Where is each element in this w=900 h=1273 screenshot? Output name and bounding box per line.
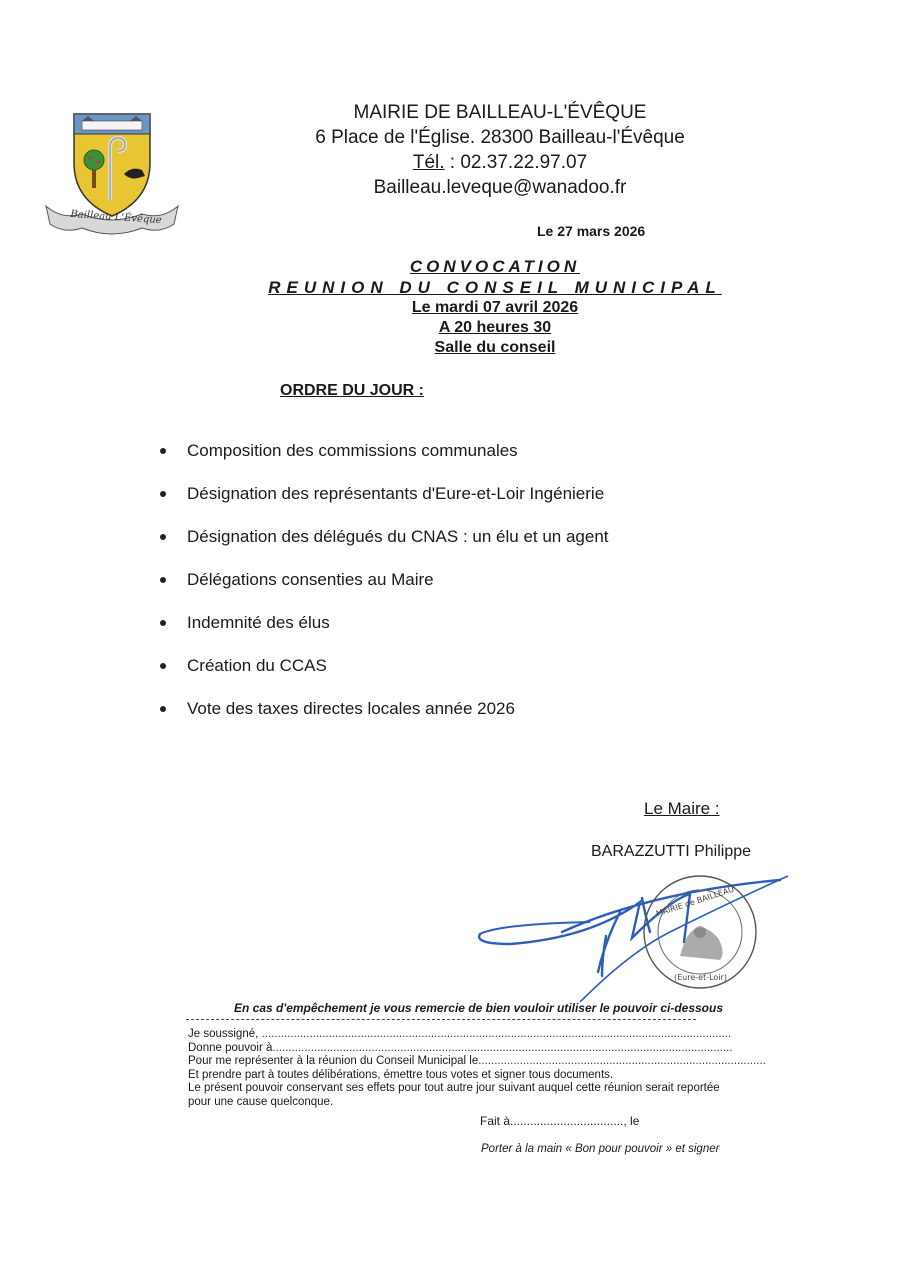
agenda-item: Création du CCAS [155, 652, 775, 695]
fill-in-line[interactable]: ................................................................................................................................................ [272, 1041, 733, 1054]
agenda-list [155, 437, 775, 738]
fill-in-line[interactable]: ................................................................................................................................................... [261, 1028, 732, 1040]
mairie-header [250, 100, 750, 200]
handwritten-signature [479, 880, 780, 976]
letter-date: Le 27 mars 2026 [537, 223, 646, 239]
bullet-icon [160, 577, 166, 583]
mairie-name: MAIRIE DE BAILLEAU-L'ÉVÊQUE [353, 102, 647, 123]
reunion-title: REUNION DU CONSEIL MUNICIPAL [268, 278, 722, 297]
form-row: Le présent pouvoir conservant ses effets pour tout autre jour suivant auquel cette réunion serait reportée [188, 1082, 720, 1094]
porter-instruction: Porter à la main « Bon pour pouvoir » et signer [481, 1143, 720, 1155]
signatory-role: Le Maire : [644, 799, 720, 818]
bullet-icon [160, 534, 166, 540]
phone-value: : 02.37.22.97.07 [444, 152, 588, 173]
svg-text:MAIRIE de BAILLEAU: MAIRIE de BAILLEAU [654, 884, 736, 919]
agenda-item: Désignation des représentants d'Eure-et-Loir Ingénierie [155, 480, 775, 523]
agenda-item: Délégations consenties au Maire [155, 566, 775, 609]
bullet-icon [160, 663, 166, 669]
signatory-name: BARAZZUTTI Philippe [591, 843, 752, 860]
form-row: Je soussigné, ................................................................................................................................................... [188, 1028, 732, 1040]
dashed-separator [186, 1019, 696, 1020]
agenda-item: Composition des commissions communales [155, 437, 775, 480]
bullet-icon [160, 448, 166, 454]
mairie-phone [250, 150, 750, 175]
bullet-icon [160, 706, 166, 712]
mairie-address: 6 Place de l'Église. 28300 Bailleau-l'Évêque [315, 127, 685, 148]
proxy-form [188, 1028, 768, 1109]
bullet-icon [160, 620, 166, 626]
form-row: pour une cause quelconque. [188, 1095, 334, 1108]
municipal-crest [42, 108, 182, 243]
title-block [220, 256, 770, 358]
agenda-item: Vote des taxes directes locales année 2026 [155, 695, 775, 738]
signature-and-stamp [470, 872, 790, 1002]
ordre-du-jour-heading: ORDRE DU JOUR : [280, 382, 425, 399]
form-row: Donne pouvoir à................................................................................................................................................ [188, 1041, 733, 1054]
crest-banner-text: Bailleau L'Évêque [70, 208, 162, 227]
agenda-item: Indemnité des élus [155, 609, 775, 652]
bullet-icon [160, 491, 166, 497]
convocation-title: CONVOCATION [409, 257, 581, 276]
agenda-item: Désignation des délégués du CNAS : un élu et un agent [155, 523, 775, 566]
form-row: Et prendre part à toutes délibérations, émettre tous votes et signer tous documents. [188, 1068, 614, 1081]
mairie-stamp [644, 876, 756, 988]
meeting-time: A 20 heures 30 [438, 319, 552, 336]
svg-text:(Eure-et-Loir): (Eure-et-Loir) [674, 973, 727, 982]
meeting-place: Salle du conseil [434, 339, 556, 356]
fait-a-line[interactable]: Fait à.................................., le [480, 1114, 640, 1128]
mairie-email: Bailleau.leveque@wanadoo.fr [373, 177, 627, 198]
fill-in-line[interactable]: .......................................................................................... [478, 1055, 766, 1067]
form-row: Pour me représenter à la réunion du Conseil Municipal le.......................................................................................... [188, 1055, 766, 1067]
meeting-date: Le mardi 07 avril 2026 [411, 299, 579, 316]
proxy-title: En cas d'empêchement je vous remercie de bien vouloir utiliser le pouvoir ci-dessous [234, 1001, 724, 1015]
phone-label: Tél. [412, 152, 445, 173]
